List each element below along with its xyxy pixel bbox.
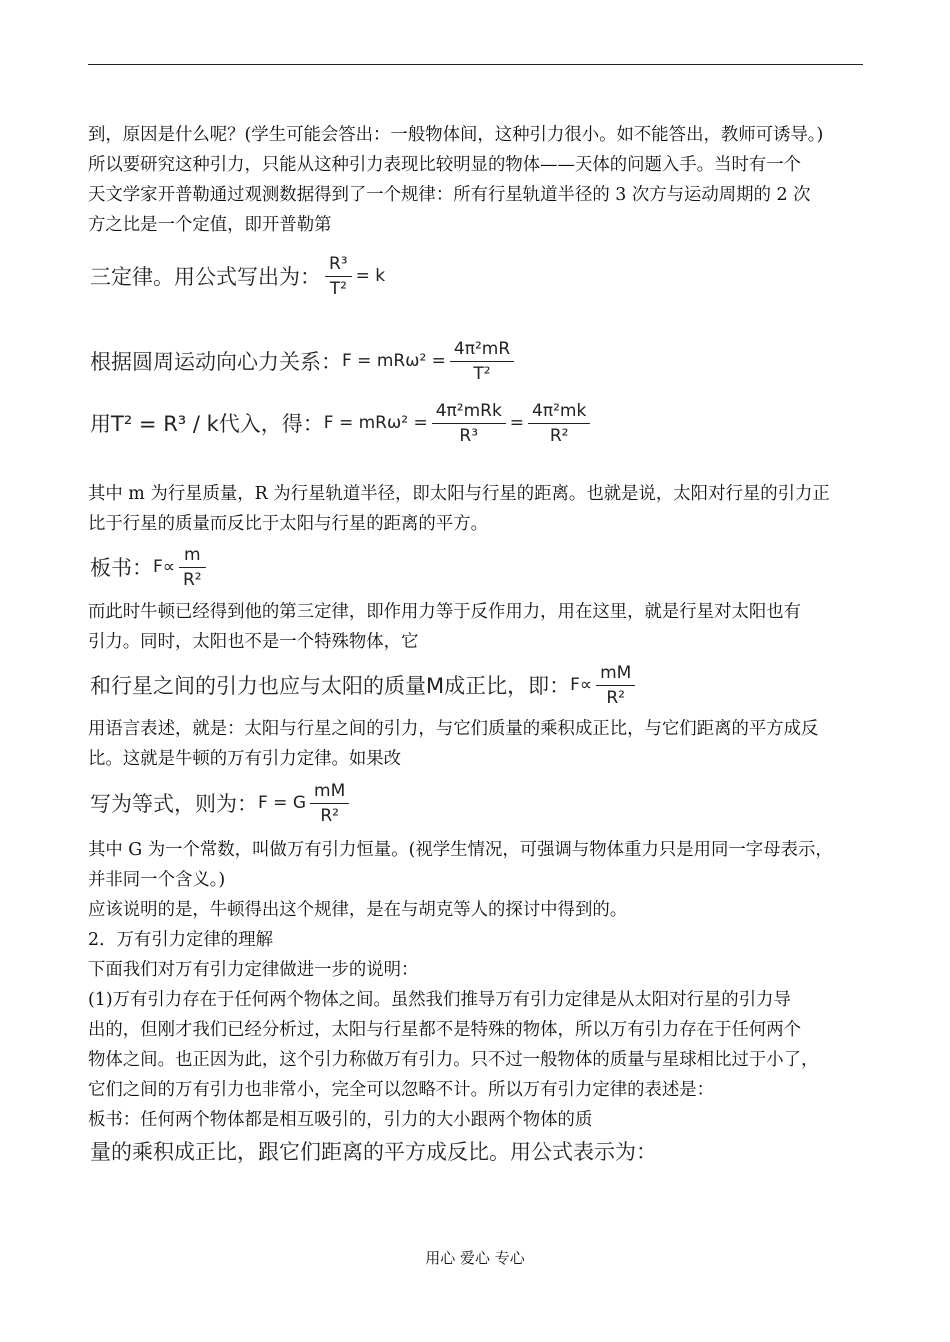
- equation-label: 写为等式，则为：: [90, 792, 258, 816]
- denominator: R²: [606, 687, 625, 708]
- fraction: [310, 781, 349, 826]
- paragraph-line: (1)万有引力存在于任何两个物体之间。虽然我们推导万有引力定律是从太阳对行星的引力导: [88, 990, 791, 1010]
- numerator: 4π²mk: [532, 400, 587, 421]
- paragraph-line: 方之比是一个定值，即开普勒第: [88, 215, 332, 235]
- paragraph-line: 比。这就是牛顿的万有引力定律。如果改: [88, 749, 402, 769]
- fraction: [432, 401, 506, 446]
- denominator: R²: [182, 569, 202, 590]
- paragraph-line: 引力。同时，太阳也不是一个特殊物体，它: [88, 632, 419, 652]
- numerator: mM: [314, 780, 346, 801]
- equation-label: 三定律。用公式写出为：: [90, 265, 321, 289]
- equation-lhs: F = G: [258, 793, 307, 813]
- paragraph-line: 比于行星的质量而反比于太阳与行星的距离的平方。: [88, 514, 488, 534]
- equation-centripetal: [90, 333, 518, 389]
- paragraph-line: 天文学家开普勒通过观测数据得到了一个规律：所有行星轨道半径的 3 次方与运动周期的 2 次: [88, 185, 811, 205]
- equation-board1: [90, 543, 210, 591]
- equation-equals: =: [509, 413, 525, 433]
- equation-label: 板书：: [90, 556, 153, 580]
- numerator: m: [183, 544, 201, 565]
- equation-label: 和行星之间的引力也应与太阳的质量M成正比，即：: [90, 674, 571, 698]
- equation-lhs: F = mRω² =: [342, 351, 446, 371]
- header-rule: [88, 64, 863, 65]
- numerator: R³: [329, 253, 348, 274]
- numerator: 4π²mRk: [435, 400, 502, 421]
- equation-label: 根据圆周运动向心力关系：: [90, 350, 342, 374]
- fraction: [179, 545, 206, 590]
- paragraph-line: 其中 m 为行星质量，R 为行星轨道半径，即太阳与行星的距离。也就是说，太阳对行星的引力正: [88, 484, 830, 504]
- denominator: R²: [320, 805, 339, 826]
- equation-label: 量的乘积成正比，跟它们距离的平方成反比。用公式表示为：: [90, 1140, 657, 1164]
- equation-lhs: F = mRω² =: [323, 413, 428, 433]
- denominator: R²: [549, 425, 569, 446]
- fraction: [450, 339, 514, 384]
- denominator: T²: [329, 278, 347, 299]
- paragraph-line: 用语言表述，就是：太阳与行星之间的引力，与它们质量的乘积成正比，与它们距离的平方成反: [88, 719, 819, 739]
- numerator: 4π²mR: [453, 338, 511, 359]
- paragraph-line: 到，原因是什么呢？(学生可能会答出：一般物体间，这种引力很小。如不能答出，教师可诱导。): [88, 125, 824, 145]
- paragraph-line: 物体之间。也正因为此，这个引力称做万有引力。只不过一般物体的质量与星球相比过于小了，: [88, 1050, 819, 1070]
- equation-label: 用T² = R³ / k代入，得：: [90, 412, 324, 436]
- paragraph-line: 下面我们对万有引力定律做进一步的说明：: [88, 960, 419, 980]
- paragraph-line: 所以要研究这种引力，只能从这种引力表现比较明显的物体——天体的问题入手。当时有一个: [88, 155, 802, 175]
- equation-rhs: = k: [355, 266, 386, 286]
- section-heading: 2．万有引力定律的理解: [88, 930, 273, 950]
- fraction: [325, 254, 352, 299]
- page-footer: 用心 爱心 专心: [425, 1249, 525, 1267]
- fraction: [596, 663, 635, 708]
- equation-substitute: [90, 395, 594, 451]
- denominator: T²: [473, 363, 491, 384]
- numerator: mM: [600, 662, 632, 683]
- equation-equality: [90, 777, 353, 829]
- fraction: [528, 401, 590, 446]
- paragraph-line: 其中 G 为一个常数，叫做万有引力恒量。(视学生情况，可强调与物体重力只是用同一字母表示，: [88, 840, 833, 860]
- equation-kepler: [90, 248, 385, 304]
- paragraph-line: 而此时牛顿已经得到他的第三定律，即作用力等于反作用力，用在这里，就是行星对太阳也有: [88, 602, 802, 622]
- paragraph-line: 应该说明的是，牛顿得出这个规律，是在与胡克等人的探讨中得到的。: [88, 900, 628, 920]
- equation-final-line: [90, 1136, 657, 1166]
- paragraph-line: 板书：任何两个物体都是相互吸引的，引力的大小跟两个物体的质: [88, 1110, 593, 1130]
- equation-proportional: [90, 660, 639, 710]
- paragraph-line: 出的，但刚才我们已经分析过，太阳与行星都不是特殊的物体，所以万有引力存在于任何两个: [88, 1020, 802, 1040]
- equation-lhs: F∝: [570, 675, 593, 695]
- paragraph-line: 它们之间的万有引力也非常小，完全可以忽略不计。所以万有引力定律的表述是：: [88, 1080, 715, 1100]
- equation-lhs: F∝: [153, 557, 175, 577]
- denominator: R³: [459, 425, 479, 446]
- paragraph-line: 并非同一个含义。): [88, 870, 226, 890]
